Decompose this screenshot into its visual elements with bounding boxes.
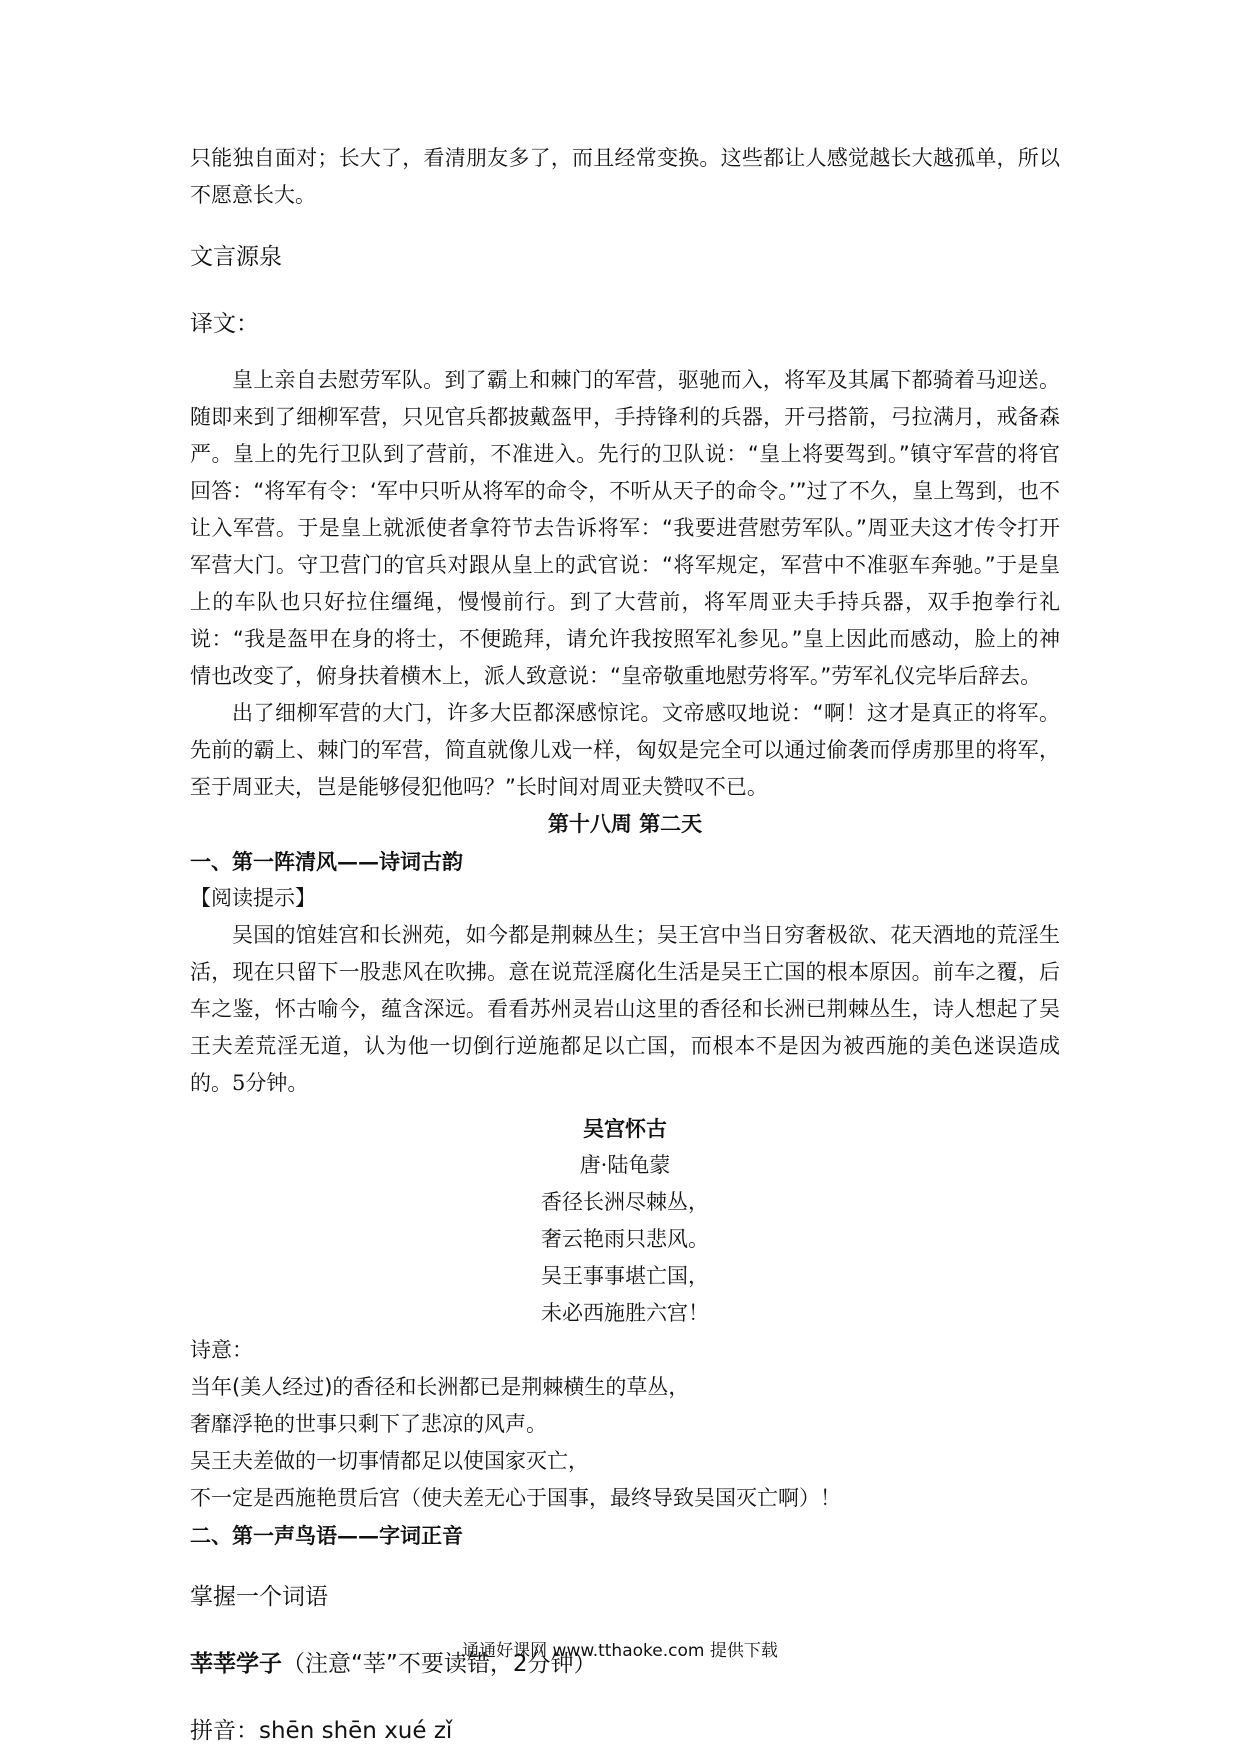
poem-meaning-label: 诗意：	[190, 1338, 253, 1362]
translation-paragraph-2: 出了细柳军营的大门，许多大臣都深感惊诧。文帝感叹地说：“啊！这才是真正的将军。先前的霸上、棘门的军营，简直就像儿戏一样，匈奴是完全可以通过偷袭而俘虏那里的将军，至于周亚夫，岂是能够侵犯他吗？”长时间对周亚夫赞叹不已。	[190, 701, 1060, 799]
section1-heading: 一、第一阵清风——诗词古韵	[190, 849, 463, 874]
poem-title: 吴宫怀古	[583, 1116, 667, 1141]
pinyin-text: shēn shēn xué zǐ	[259, 1718, 453, 1744]
section2-heading: 二、第一声鸟语——字词正音	[190, 1523, 463, 1548]
poem-line: 吴王事事堪亡国，	[541, 1264, 709, 1288]
poem-meaning-line: 当年(美人经过)的香径和长洲都已是荆棘横生的草丛，	[190, 1375, 690, 1399]
poem-line: 奢云艳雨只悲风。	[541, 1227, 709, 1251]
page-footer: 通通好课网 www.tthaoke.com 提供下载	[462, 1641, 778, 1661]
classical-heading: 文言源泉	[190, 244, 282, 270]
translation-label: 译文：	[190, 311, 259, 337]
pinyin-line	[190, 1712, 1060, 1745]
word-note: （注意“莘”不要读错，2分钟）	[282, 1651, 597, 1677]
section2-subheading: 掌握一个词语	[190, 1584, 328, 1610]
pinyin-label: 拼音：	[190, 1718, 259, 1744]
poem-meaning-line: 不一定是西施艳贯后宫（使夫差无心于国事，最终导致吴国灭亡啊）！	[190, 1486, 841, 1510]
translation-paragraph-1: 皇上亲自去慰劳军队。到了霸上和棘门的军营，驱驰而入，将军及其属下都骑着马迎送。随即来到了细柳军营，只见官兵都披戴盔甲，手持锋利的兵器，开弓搭箭，弓拉满月，戒备森严。皇上的先行卫队到了营前，不准进入。先行的卫队说：“皇上将要驾到。”镇守军营的将官回答：“将军有令：‘军中只听从将军的命令，不听从天子的命令。’”过了不久，皇上驾到，也不让入军营。于是皇上就派使者拿符节去告诉将军：“我要进营慰劳军队。”周亚夫这才传令打开军营大门。守卫营门的官兵对跟从皇上的武官说：“将军规定，军营中不准驱车奔驰。”于是皇上的车队也只好拉住缰绳，慢慢前行。到了大营前，将军周亚夫手持兵器，双手抱拳行礼说：“我是盔甲在身的将士，不便跪拜，请允许我按照军礼参见。”皇上因此而感动，脸上的神情也改变了，俯身扶着横木上，派人致意说：“皇帝敬重地慰劳将军。”劳军礼仪完毕后辞去。	[190, 368, 1060, 688]
poem-line: 香径长洲尽棘丛，	[541, 1190, 709, 1214]
poem-line: 未必西施胜六宫！	[541, 1301, 709, 1325]
document-page	[190, 140, 1060, 1745]
week-title: 第十八周 第二天	[547, 812, 703, 836]
reading-tip-label: 【阅读提示】	[190, 886, 316, 910]
target-word: 莘莘学子	[190, 1651, 282, 1677]
intro-paragraph: 只能独自面对；长大了，看清朋友多了，而且经常变换。这些都让人感觉越长大越孤单，所以不愿意长大。	[190, 146, 1060, 207]
poem-author: 唐·陆龟蒙	[579, 1153, 671, 1177]
poem-meaning-line: 吴王夫差做的一切事情都足以使国家灭亡，	[190, 1449, 589, 1473]
reading-tip-text: 吴国的馆娃宫和长洲苑，如今都是荆棘丛生；吴王宫中当日穷奢极欲、花天酒地的荒淫生活，现在只留下一股悲风在吹拂。意在说荒淫腐化生活是吴王亡国的根本原因。前车之覆，后车之鉴，怀古喻今，蕴含深远。看看苏州灵岩山这里的香径和长洲已荆棘丛生，诗人想起了吴王夫差荒淫无道，认为他一切倒行逆施都足以亡国，而根本不是因为被西施的美色迷误造成的。5分钟。	[190, 923, 1060, 1095]
poem-meaning-line: 奢靡浮艳的世事只剩下了悲凉的风声。	[190, 1412, 547, 1436]
